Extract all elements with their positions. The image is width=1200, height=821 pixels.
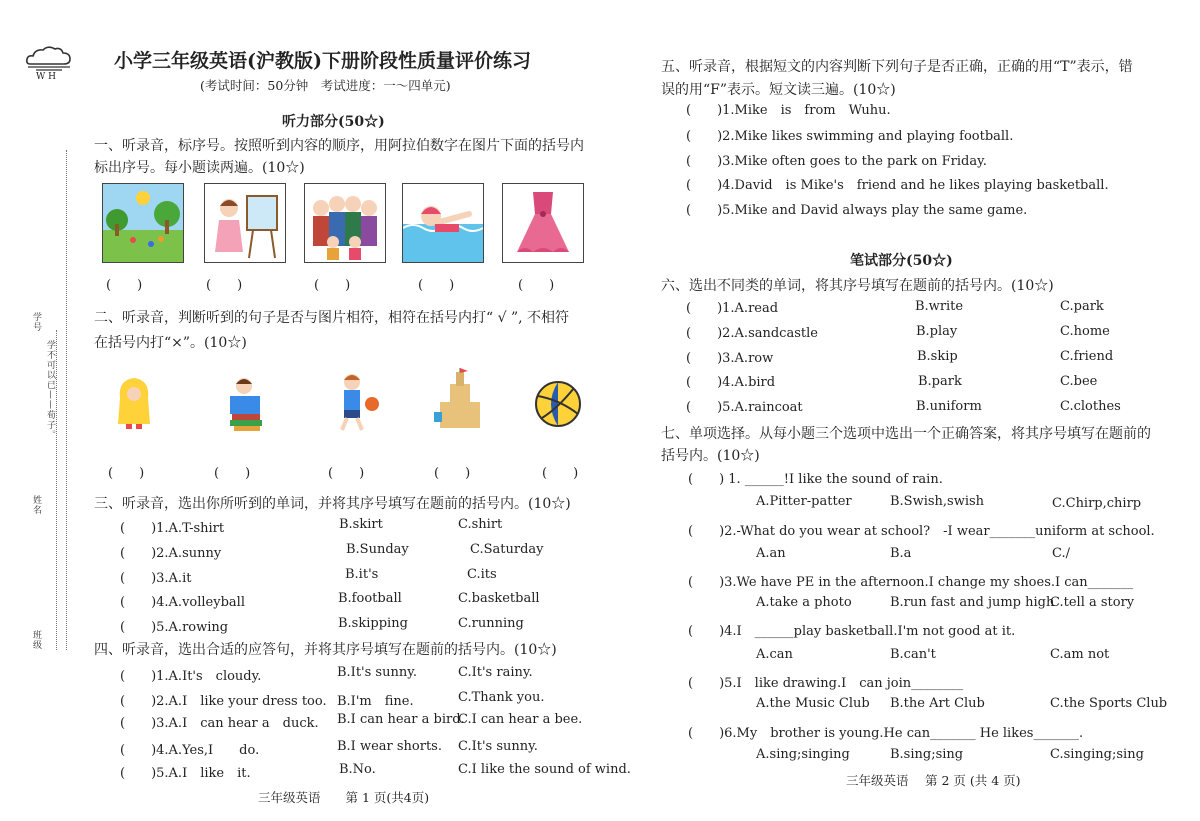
volleyball-icon [534, 380, 582, 428]
pink-dress-icon [502, 183, 584, 263]
s3-item-1-c: C.shirt [458, 517, 503, 532]
s6-item-5-c: C.clothes [1060, 399, 1121, 414]
s3-item-3-c: C.its [467, 567, 497, 582]
s4-item-1-b: B.It's sunny. [337, 665, 417, 680]
s2-bracket-4[interactable]: ( ) [434, 466, 471, 481]
s6-instruction: 六、选出不同类的单词，将其序号填写在题前的括号内。(10☆) [661, 278, 1054, 294]
basketball-boy-icon [332, 372, 382, 432]
exam-info: (考试时间：50分钟 考试进度：一～四单元) [200, 78, 451, 93]
s7-q1-a: A.Pitter-patter [756, 494, 852, 509]
s2-bracket-1[interactable]: ( ) [108, 466, 145, 481]
reading-boy-icon [222, 374, 268, 432]
s5-instruction-1: 五、听录音，根据短文的内容判断下列句子是否正确，正确的用“T”表示，错 [661, 59, 1133, 75]
cloud-logo-icon [24, 44, 74, 72]
s7-question-3[interactable]: ( )3.We have PE in the afternoon.I change my shoes.I can_______ [688, 575, 1134, 590]
painting-girl-icon [204, 183, 286, 263]
s7-q3-c: C.tell a story [1050, 595, 1135, 610]
swimming-girl-icon [402, 183, 484, 263]
s5-item-4[interactable]: ( )4.David is Mike's friend and he likes playing basketball. [686, 178, 1109, 193]
s7-instruction-2: 括号内。(10☆) [661, 448, 760, 464]
s6-item-4[interactable]: ( )4.A.bird [686, 375, 776, 390]
page-title: 小学三年级英语(沪教版)下册阶段性质量评价练习 [114, 50, 531, 72]
s2-bracket-5[interactable]: ( ) [542, 466, 579, 481]
s5-item-2[interactable]: ( )2.Mike likes swimming and playing football. [686, 129, 1014, 144]
s1-bracket-1[interactable]: ( ) [106, 278, 143, 293]
s7-q6-b: B.sing;sing [890, 747, 964, 762]
s4-instruction: 四、听录音，选出合适的应答句，并将其序号填写在题前的括号内。(10☆) [94, 642, 557, 658]
student-id-label: 学号 [31, 312, 41, 332]
sandcastle-icon [434, 368, 488, 432]
raincoat-girl-icon [112, 374, 156, 430]
s7-q2-c: C./ [1052, 546, 1070, 561]
class-label: 班级 [31, 630, 41, 650]
s1-instruction-1: 一、听录音，标序号。按照听到内容的顺序，用阿拉伯数字在图片下面的括号内 [94, 138, 584, 154]
family-icon [304, 183, 386, 263]
park-scene-icon [102, 183, 184, 263]
s6-item-3[interactable]: ( )3.A.row [686, 351, 774, 366]
s7-q4-a: A.can [756, 647, 793, 662]
s3-item-4[interactable]: ( )4.A.volleyball [120, 595, 245, 610]
s6-item-3-c: C.friend [1060, 349, 1114, 364]
s7-q4-b: B.can't [890, 647, 936, 662]
s7-question-1[interactable]: ( ) 1. ______!I like the sound of rain. [688, 472, 943, 487]
s6-item-1-c: C.park [1060, 299, 1104, 314]
s4-item-1[interactable]: ( )1.A.It's cloudy. [120, 669, 262, 684]
s4-item-3[interactable]: ( )3.A.I can hear a duck. [120, 716, 319, 731]
logo-letters: W H [36, 72, 56, 82]
s4-item-5-b: B.No. [339, 762, 376, 777]
s2-instruction-1: 二、听录音，判断听到的句子是否与图片相符，相符在括号内打“ √ ”, 不相符 [94, 310, 570, 326]
s4-item-2[interactable]: ( )2.A.I like your dress too. [120, 694, 327, 709]
s2-bracket-2[interactable]: ( ) [214, 466, 251, 481]
s3-instruction: 三、听录音，选出你所听到的单词，并将其序号填写在题前的括号内。(10☆) [94, 496, 571, 512]
s7-q2-a: A.an [756, 546, 786, 561]
s4-item-5[interactable]: ( )5.A.I like it. [120, 766, 251, 781]
s4-item-4-b: B.I wear shorts. [337, 739, 442, 754]
binding-line [66, 150, 67, 650]
s7-question-4[interactable]: ( )4.I ______play basketball.I'm not good at it. [688, 624, 1016, 639]
s1-bracket-2[interactable]: ( ) [206, 278, 243, 293]
s6-item-2-c: C.home [1060, 324, 1110, 339]
s1-bracket-5[interactable]: ( ) [518, 278, 555, 293]
s7-q5-a: A.the Music Club [756, 696, 870, 711]
s6-item-4-b: B.park [918, 374, 962, 389]
s3-item-4-c: C.basketball [458, 591, 540, 606]
s6-item-5-b: B.uniform [916, 399, 982, 414]
s4-item-2-c: C.Thank you. [458, 690, 545, 705]
s4-item-4-c: C.It's sunny. [458, 739, 538, 754]
s6-item-1[interactable]: ( )1.A.read [686, 301, 779, 316]
footer-right: 三年级英语 第 2 页 (共 4 页) [846, 773, 1021, 788]
s3-item-1-b: B.skirt [339, 517, 383, 532]
s6-item-5[interactable]: ( )5.A.raincoat [686, 400, 803, 415]
s7-q6-c: C.singing;sing [1050, 747, 1144, 762]
s7-q2-b: B.a [890, 546, 912, 561]
s7-q5-b: B.the Art Club [890, 696, 985, 711]
s6-item-4-c: C.bee [1060, 374, 1098, 389]
s3-item-2[interactable]: ( )2.A.sunny [120, 546, 222, 561]
s7-q5-c: C.the Sports Club [1050, 696, 1168, 711]
s1-instruction-2: 标出序号。每小题读两遍。(10☆) [94, 160, 305, 176]
s4-item-4[interactable]: ( )4.A.Yes,I do. [120, 743, 260, 758]
s4-item-3-b: B.I can hear a bird. [337, 712, 465, 727]
footer-left: 三年级英语 第 1 页(共4页) [258, 790, 430, 805]
s5-item-1[interactable]: ( )1.Mike is from Wuhu. [686, 103, 891, 118]
margin-notice: 学不可以已——荀子。 [45, 340, 55, 440]
s5-item-3[interactable]: ( )3.Mike often goes to the park on Friday. [686, 154, 987, 169]
s3-item-2-c: C.Saturday [470, 542, 544, 557]
s3-item-5[interactable]: ( )5.A.rowing [120, 620, 229, 635]
s6-item-1-b: B.write [915, 299, 964, 314]
s4-item-3-c: C.I can hear a bee. [458, 712, 583, 727]
s6-item-2-b: B.play [916, 324, 958, 339]
s5-item-5[interactable]: ( )5.Mike and David always play the same game. [686, 203, 1028, 218]
s1-bracket-3[interactable]: ( ) [314, 278, 351, 293]
s7-q3-a: A.take a photo [756, 595, 852, 610]
s3-item-5-b: B.skipping [338, 616, 408, 631]
writing-header: 笔试部分(50☆) [850, 253, 953, 269]
s6-item-3-b: B.skip [917, 349, 958, 364]
s7-question-6[interactable]: ( )6.My brother is young.He can_______ He likes_______. [688, 726, 1084, 741]
s7-question-5[interactable]: ( )5.I like drawing.I can join________ [688, 676, 964, 691]
s2-bracket-3[interactable]: ( ) [328, 466, 365, 481]
s3-item-1[interactable]: ( )1.A.T-shirt [120, 521, 225, 536]
s1-bracket-4[interactable]: ( ) [418, 278, 455, 293]
s4-item-2-b: B.I'm fine. [337, 694, 414, 709]
s4-item-5-c: C.I like the sound of wind. [458, 762, 631, 777]
s2-instruction-2: 在括号内打“×”。(10☆) [94, 335, 247, 351]
s7-instruction-1: 七、单项选择。从每小题三个选项中选出一个正确答案，将其序号填写在题前的 [661, 426, 1151, 442]
s6-item-2[interactable]: ( )2.A.sandcastle [686, 326, 818, 341]
s3-item-4-b: B.football [338, 591, 402, 606]
s7-q3-b: B.run fast and jump high [890, 595, 1055, 610]
s5-instruction-2: 误的用“F”表示。短文读三遍。(10☆) [661, 82, 896, 98]
s7-q1-c: C.Chirp,chirp [1052, 496, 1142, 511]
s3-item-5-c: C.running [458, 616, 524, 631]
s7-q4-c: C.am not [1050, 647, 1110, 662]
s7-q6-a: A.sing;singing [756, 747, 850, 762]
s3-item-3-b: B.it's [345, 567, 379, 582]
s3-item-2-b: B.Sunday [346, 542, 409, 557]
s4-item-1-c: C.It's rainy. [458, 665, 533, 680]
name-label: 姓名 [31, 495, 41, 515]
s3-item-3[interactable]: ( )3.A.it [120, 571, 192, 586]
s7-q1-b: B.Swish,swish [890, 494, 985, 509]
s7-question-2[interactable]: ( )2.-What do you wear at school? -I wear_______uniform at school. [688, 524, 1155, 539]
listening-header: 听力部分(50☆) [282, 114, 385, 130]
